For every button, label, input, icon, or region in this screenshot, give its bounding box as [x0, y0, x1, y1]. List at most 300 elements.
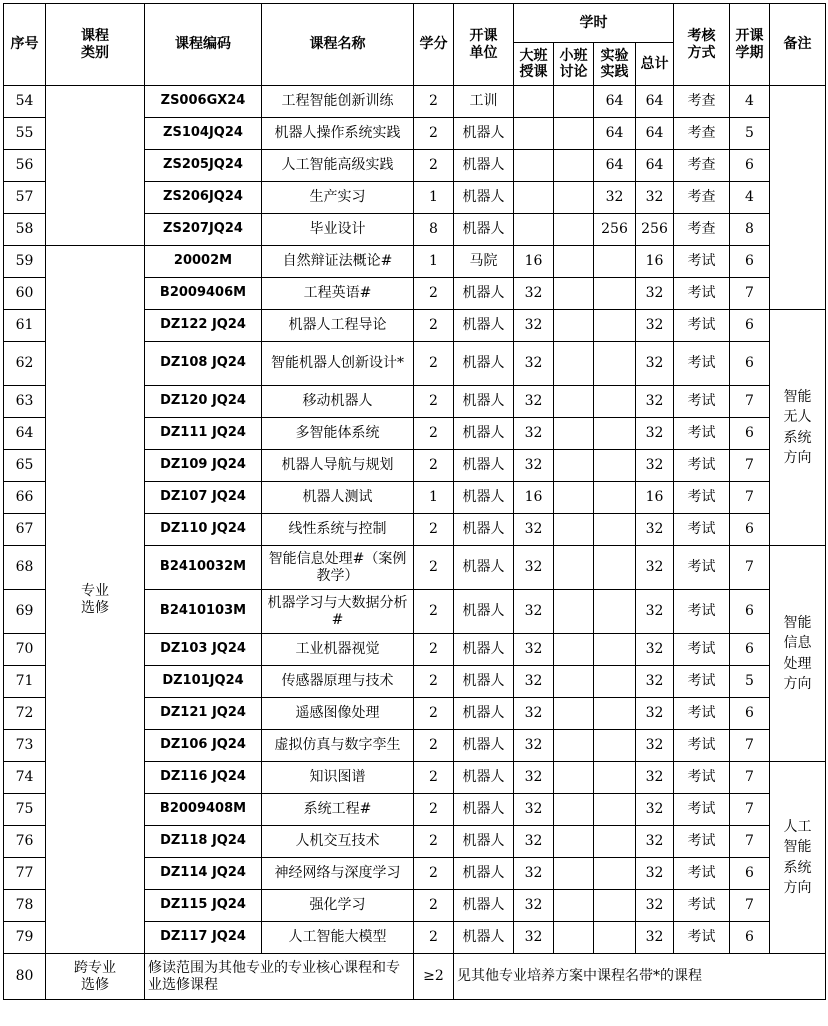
cell-total: 32: [636, 762, 674, 794]
cell-name: 生产实习: [262, 182, 414, 214]
cell-unit: 机器人: [454, 590, 514, 634]
cell-total: 64: [636, 118, 674, 150]
cell-no: 63: [4, 386, 46, 418]
cell-credit: 2: [414, 858, 454, 890]
cell-total: 32: [636, 514, 674, 546]
cell-code: DZ114 JQ24: [145, 858, 262, 890]
cell-no: 78: [4, 890, 46, 922]
cell-exam: 考试: [674, 698, 730, 730]
cell-lab: 32: [594, 182, 636, 214]
cell-term: 7: [730, 890, 770, 922]
cell-name: 工程智能创新训练: [262, 86, 414, 118]
cell-lab: 64: [594, 86, 636, 118]
course-table-container: [3, 3, 826, 1000]
course-table: [3, 3, 826, 1000]
cell-lecture: [514, 118, 554, 150]
cell-unit: 机器人: [454, 342, 514, 386]
cell-code: DZ110 JQ24: [145, 514, 262, 546]
cell-exam: 考试: [674, 278, 730, 310]
cell-name: 机器人测试: [262, 482, 414, 514]
cell-discussion: [554, 826, 594, 858]
cell-lecture: [514, 86, 554, 118]
cell-exam: 考试: [674, 634, 730, 666]
cell-no: 61: [4, 310, 46, 342]
cell-credit: 2: [414, 546, 454, 590]
cell-total: 32: [636, 730, 674, 762]
header-credit: 学分: [414, 4, 454, 86]
cell-term: 5: [730, 666, 770, 698]
cell-discussion: [554, 86, 594, 118]
cell-lab: [594, 342, 636, 386]
cell-unit: 机器人: [454, 666, 514, 698]
cell-term: 6: [730, 310, 770, 342]
header-unit-label: 开课单位: [469, 28, 498, 61]
cell-exam: 考试: [674, 546, 730, 590]
cell-name: 传感器原理与技术: [262, 666, 414, 698]
cell-unit: 机器人: [454, 214, 514, 246]
cell-discussion: [554, 514, 594, 546]
cell-total: 32: [636, 278, 674, 310]
cell-code: B2009408M: [145, 794, 262, 826]
cell-no: 73: [4, 730, 46, 762]
cell-lecture: 32: [514, 698, 554, 730]
cell-discussion: [554, 890, 594, 922]
cell-exam: 考查: [674, 118, 730, 150]
cell-credit: 2: [414, 450, 454, 482]
table-row-cross-major: [4, 954, 826, 1000]
cell-code: DZ120 JQ24: [145, 386, 262, 418]
cell-no: 76: [4, 826, 46, 858]
cell-credit: 2: [414, 890, 454, 922]
cell-name: 遥感图像处理: [262, 698, 414, 730]
cell-discussion: [554, 482, 594, 514]
cell-total: 64: [636, 150, 674, 182]
cell-lab: [594, 418, 636, 450]
cell-no: 67: [4, 514, 46, 546]
cell-term: 4: [730, 182, 770, 214]
cell-code: 20002M: [145, 246, 262, 278]
cell-discussion: [554, 450, 594, 482]
cell-unit: 机器人: [454, 730, 514, 762]
cell-code: DZ118 JQ24: [145, 826, 262, 858]
cell-code: DZ121 JQ24: [145, 698, 262, 730]
cell-unit: 机器人: [454, 514, 514, 546]
cell-no: 58: [4, 214, 46, 246]
cell-total: 64: [636, 86, 674, 118]
cell-code: DZ122 JQ24: [145, 310, 262, 342]
cell-credit: 2: [414, 826, 454, 858]
cell-exam: 考试: [674, 730, 730, 762]
cell-lab: 256: [594, 214, 636, 246]
cell-exam: 考试: [674, 762, 730, 794]
cell-lecture: 32: [514, 794, 554, 826]
cell-total: 32: [636, 858, 674, 890]
cell-credit: 1: [414, 182, 454, 214]
cell-code: DZ101JQ24: [145, 666, 262, 698]
header-row-1: [4, 4, 826, 43]
cell-lab: [594, 590, 636, 634]
cell-discussion: [554, 698, 594, 730]
cell-lecture: 32: [514, 730, 554, 762]
cell-category: [46, 86, 145, 246]
cell-lecture: 32: [514, 278, 554, 310]
cell-term: 6: [730, 246, 770, 278]
cell-no: 65: [4, 450, 46, 482]
cell-name: 人机交互技术: [262, 826, 414, 858]
cell-lab: [594, 730, 636, 762]
cell-discussion: [554, 118, 594, 150]
table-row: [4, 86, 826, 118]
cell-term: 6: [730, 634, 770, 666]
cell-exam: 考试: [674, 794, 730, 826]
cell-name: 人工智能高级实践: [262, 150, 414, 182]
cell-lecture: 16: [514, 246, 554, 278]
cell-code: DZ115 JQ24: [145, 890, 262, 922]
cell-unit: 机器人: [454, 310, 514, 342]
cell-no: 64: [4, 418, 46, 450]
cell-unit: 机器人: [454, 418, 514, 450]
cell-lecture: 32: [514, 514, 554, 546]
cell-exam: 考查: [674, 150, 730, 182]
cell-lecture: 16: [514, 482, 554, 514]
cell-cross-note: 见其他专业培养方案中课程名带*的课程: [454, 954, 826, 1000]
cell-total: 32: [636, 634, 674, 666]
cell-term: 7: [730, 826, 770, 858]
cell-total: 32: [636, 418, 674, 450]
cell-credit: 2: [414, 310, 454, 342]
cell-term: 6: [730, 922, 770, 954]
cell-term: 8: [730, 214, 770, 246]
cell-exam: 考查: [674, 86, 730, 118]
cell-exam: 考查: [674, 214, 730, 246]
cell-term: 7: [730, 386, 770, 418]
cell-category-cross: [46, 954, 145, 1000]
cell-unit: 机器人: [454, 634, 514, 666]
header-unit: [454, 4, 514, 86]
note-label: 智能信息处理方向: [783, 614, 812, 692]
cell-lab: [594, 546, 636, 590]
cell-lab: [594, 858, 636, 890]
cell-term: 7: [730, 546, 770, 590]
cell-code: B2009406M: [145, 278, 262, 310]
cell-term: 6: [730, 342, 770, 386]
cell-code: ZS206JQ24: [145, 182, 262, 214]
cell-no: 77: [4, 858, 46, 890]
cell-note: [770, 546, 826, 762]
cell-name: 神经网络与深度学习: [262, 858, 414, 890]
cell-exam: 考查: [674, 182, 730, 214]
cell-discussion: [554, 342, 594, 386]
header-seq: 序号: [4, 4, 46, 86]
cell-total: 32: [636, 342, 674, 386]
cell-total: 32: [636, 386, 674, 418]
cell-lecture: 32: [514, 590, 554, 634]
header-term-label: 开课学期: [735, 28, 764, 61]
cell-name: 自然辩证法概论#: [262, 246, 414, 278]
cell-discussion: [554, 762, 594, 794]
cell-no: 75: [4, 794, 46, 826]
cell-exam: 考试: [674, 826, 730, 858]
cell-credit: 2: [414, 922, 454, 954]
cell-credit: 2: [414, 634, 454, 666]
cell-discussion: [554, 310, 594, 342]
cell-credit: 2: [414, 86, 454, 118]
cell-unit: 机器人: [454, 922, 514, 954]
cell-unit: 马院: [454, 246, 514, 278]
cell-name: 系统工程#: [262, 794, 414, 826]
cell-name: 毕业设计: [262, 214, 414, 246]
cell-unit: 机器人: [454, 278, 514, 310]
cell-lecture: 32: [514, 634, 554, 666]
cell-exam: 考试: [674, 342, 730, 386]
cell-name: 知识图谱: [262, 762, 414, 794]
cell-term: 6: [730, 590, 770, 634]
cell-name: 机器学习与大数据分析#: [262, 590, 414, 634]
cell-code: DZ117 JQ24: [145, 922, 262, 954]
cell-lecture: 32: [514, 418, 554, 450]
cell-no: 60: [4, 278, 46, 310]
cell-discussion: [554, 386, 594, 418]
cell-unit: 工训: [454, 86, 514, 118]
cell-term: 5: [730, 118, 770, 150]
cell-lab: [594, 278, 636, 310]
cell-credit: 2: [414, 794, 454, 826]
cell-credit: 1: [414, 246, 454, 278]
cell-exam: 考试: [674, 482, 730, 514]
cell-name: 机器人导航与规划: [262, 450, 414, 482]
cell-name: 移动机器人: [262, 386, 414, 418]
cell-code: DZ103 JQ24: [145, 634, 262, 666]
cell-lab: [594, 450, 636, 482]
cell-no: 62: [4, 342, 46, 386]
cell-lecture: 32: [514, 450, 554, 482]
cell-total: 32: [636, 590, 674, 634]
cell-lecture: 32: [514, 386, 554, 418]
cell-no: 74: [4, 762, 46, 794]
cell-name: 机器人操作系统实践: [262, 118, 414, 150]
cell-lecture: [514, 182, 554, 214]
cell-code: DZ109 JQ24: [145, 450, 262, 482]
cell-credit: ≥2: [414, 954, 454, 1000]
cell-note: [770, 86, 826, 310]
cell-code: ZS006GX24: [145, 86, 262, 118]
cell-lecture: 32: [514, 922, 554, 954]
cell-discussion: [554, 150, 594, 182]
cell-name: 人工智能大模型: [262, 922, 414, 954]
cell-unit: 机器人: [454, 890, 514, 922]
cell-discussion: [554, 214, 594, 246]
cell-unit: 机器人: [454, 450, 514, 482]
header-note: 备注: [770, 4, 826, 86]
cell-discussion: [554, 794, 594, 826]
cell-lab: [594, 890, 636, 922]
cell-total: 256: [636, 214, 674, 246]
cell-total: 32: [636, 698, 674, 730]
cell-lab: [594, 666, 636, 698]
cell-lecture: 32: [514, 666, 554, 698]
cell-no: 66: [4, 482, 46, 514]
cell-code: ZS104JQ24: [145, 118, 262, 150]
cell-lecture: 32: [514, 762, 554, 794]
header-category-label: 课程类别: [80, 28, 109, 61]
cell-exam: 考试: [674, 666, 730, 698]
cell-lecture: 32: [514, 310, 554, 342]
cell-lab: [594, 246, 636, 278]
cell-no: 69: [4, 590, 46, 634]
cell-unit: 机器人: [454, 386, 514, 418]
cell-lab: [594, 386, 636, 418]
header-term: [730, 4, 770, 86]
course-table-body: [4, 86, 826, 1000]
cell-lab: [594, 698, 636, 730]
cell-credit: 2: [414, 278, 454, 310]
cell-no: 54: [4, 86, 46, 118]
cell-note: [770, 310, 826, 546]
cell-exam: 考试: [674, 386, 730, 418]
cell-name: 智能机器人创新设计*: [262, 342, 414, 386]
cell-lecture: [514, 214, 554, 246]
cell-unit: 机器人: [454, 546, 514, 590]
cell-no: 55: [4, 118, 46, 150]
cell-category: [46, 246, 145, 954]
cell-lab: [594, 794, 636, 826]
cell-scope: 修读范围为其他专业的专业核心课程和专业选修课程: [145, 954, 414, 1000]
cell-discussion: [554, 418, 594, 450]
cell-lecture: 32: [514, 342, 554, 386]
cell-name: 智能信息处理#（案例教学）: [262, 546, 414, 590]
cell-name: 虚拟仿真与数字孪生: [262, 730, 414, 762]
cell-lab: 64: [594, 118, 636, 150]
cell-code: DZ106 JQ24: [145, 730, 262, 762]
cell-lab: [594, 514, 636, 546]
cell-credit: 8: [414, 214, 454, 246]
header-lab: [594, 43, 636, 86]
cell-lab: [594, 634, 636, 666]
cell-credit: 2: [414, 730, 454, 762]
cell-no: 68: [4, 546, 46, 590]
header-discussion-label: 小班讨论: [559, 47, 588, 80]
cell-exam: 考试: [674, 514, 730, 546]
table-row: [4, 246, 826, 278]
cell-discussion: [554, 730, 594, 762]
cell-credit: 2: [414, 386, 454, 418]
cell-unit: 机器人: [454, 826, 514, 858]
cell-credit: 2: [414, 118, 454, 150]
header-exam: [674, 4, 730, 86]
cell-no: 79: [4, 922, 46, 954]
cell-no: 59: [4, 246, 46, 278]
cell-name: 线性系统与控制: [262, 514, 414, 546]
cell-unit: 机器人: [454, 762, 514, 794]
cell-unit: 机器人: [454, 118, 514, 150]
header-code: 课程编码: [145, 4, 262, 86]
cell-credit: 2: [414, 342, 454, 386]
cell-name: 机器人工程导论: [262, 310, 414, 342]
cell-total: 32: [636, 450, 674, 482]
cell-exam: 考试: [674, 858, 730, 890]
cell-code: B2410103M: [145, 590, 262, 634]
cell-total: 16: [636, 246, 674, 278]
cell-unit: 机器人: [454, 182, 514, 214]
cell-code: DZ111 JQ24: [145, 418, 262, 450]
cell-term: 6: [730, 858, 770, 890]
cell-no: 56: [4, 150, 46, 182]
header-discussion: [554, 43, 594, 86]
cell-credit: 1: [414, 482, 454, 514]
cell-total: 32: [636, 890, 674, 922]
cell-credit: 2: [414, 698, 454, 730]
note-label: 智能无人系统方向: [783, 388, 812, 466]
cell-lab: [594, 310, 636, 342]
cell-code: DZ107 JQ24: [145, 482, 262, 514]
cell-total: 32: [636, 546, 674, 590]
cell-total: 32: [636, 666, 674, 698]
cell-credit: 2: [414, 666, 454, 698]
cell-note: [770, 762, 826, 954]
cell-credit: 2: [414, 150, 454, 182]
cell-code: DZ108 JQ24: [145, 342, 262, 386]
cell-discussion: [554, 634, 594, 666]
cell-exam: 考试: [674, 450, 730, 482]
cell-lecture: 32: [514, 546, 554, 590]
cell-discussion: [554, 546, 594, 590]
cell-discussion: [554, 278, 594, 310]
cell-credit: 2: [414, 762, 454, 794]
cell-total: 16: [636, 482, 674, 514]
cell-lecture: 32: [514, 890, 554, 922]
cell-term: 7: [730, 278, 770, 310]
cell-exam: 考试: [674, 246, 730, 278]
cell-credit: 2: [414, 590, 454, 634]
cell-lab: [594, 826, 636, 858]
cell-lecture: [514, 150, 554, 182]
cell-exam: 考试: [674, 590, 730, 634]
cell-lab: [594, 922, 636, 954]
cell-code: ZS207JQ24: [145, 214, 262, 246]
cell-total: 32: [636, 922, 674, 954]
header-lecture-label: 大班授课: [519, 47, 548, 80]
cell-code: ZS205JQ24: [145, 150, 262, 182]
cell-name: 强化学习: [262, 890, 414, 922]
cell-lecture: 32: [514, 826, 554, 858]
cell-total: 32: [636, 826, 674, 858]
cell-lab: 64: [594, 150, 636, 182]
cell-no: 71: [4, 666, 46, 698]
cell-unit: 机器人: [454, 150, 514, 182]
cell-term: 7: [730, 794, 770, 826]
cell-exam: 考试: [674, 418, 730, 450]
cell-lecture: 32: [514, 858, 554, 890]
cell-name: 工程英语#: [262, 278, 414, 310]
cell-name: 多智能体系统: [262, 418, 414, 450]
cell-code: DZ116 JQ24: [145, 762, 262, 794]
cell-no: 72: [4, 698, 46, 730]
cell-discussion: [554, 590, 594, 634]
cell-unit: 机器人: [454, 794, 514, 826]
cell-exam: 考试: [674, 310, 730, 342]
header-total: 总计: [636, 43, 674, 86]
cell-exam: 考试: [674, 890, 730, 922]
cell-term: 7: [730, 762, 770, 794]
cell-discussion: [554, 922, 594, 954]
cell-total: 32: [636, 310, 674, 342]
cell-total: 32: [636, 182, 674, 214]
cell-term: 7: [730, 482, 770, 514]
cell-term: 6: [730, 514, 770, 546]
cell-credit: 2: [414, 514, 454, 546]
cell-term: 7: [730, 450, 770, 482]
cell-unit: 机器人: [454, 698, 514, 730]
